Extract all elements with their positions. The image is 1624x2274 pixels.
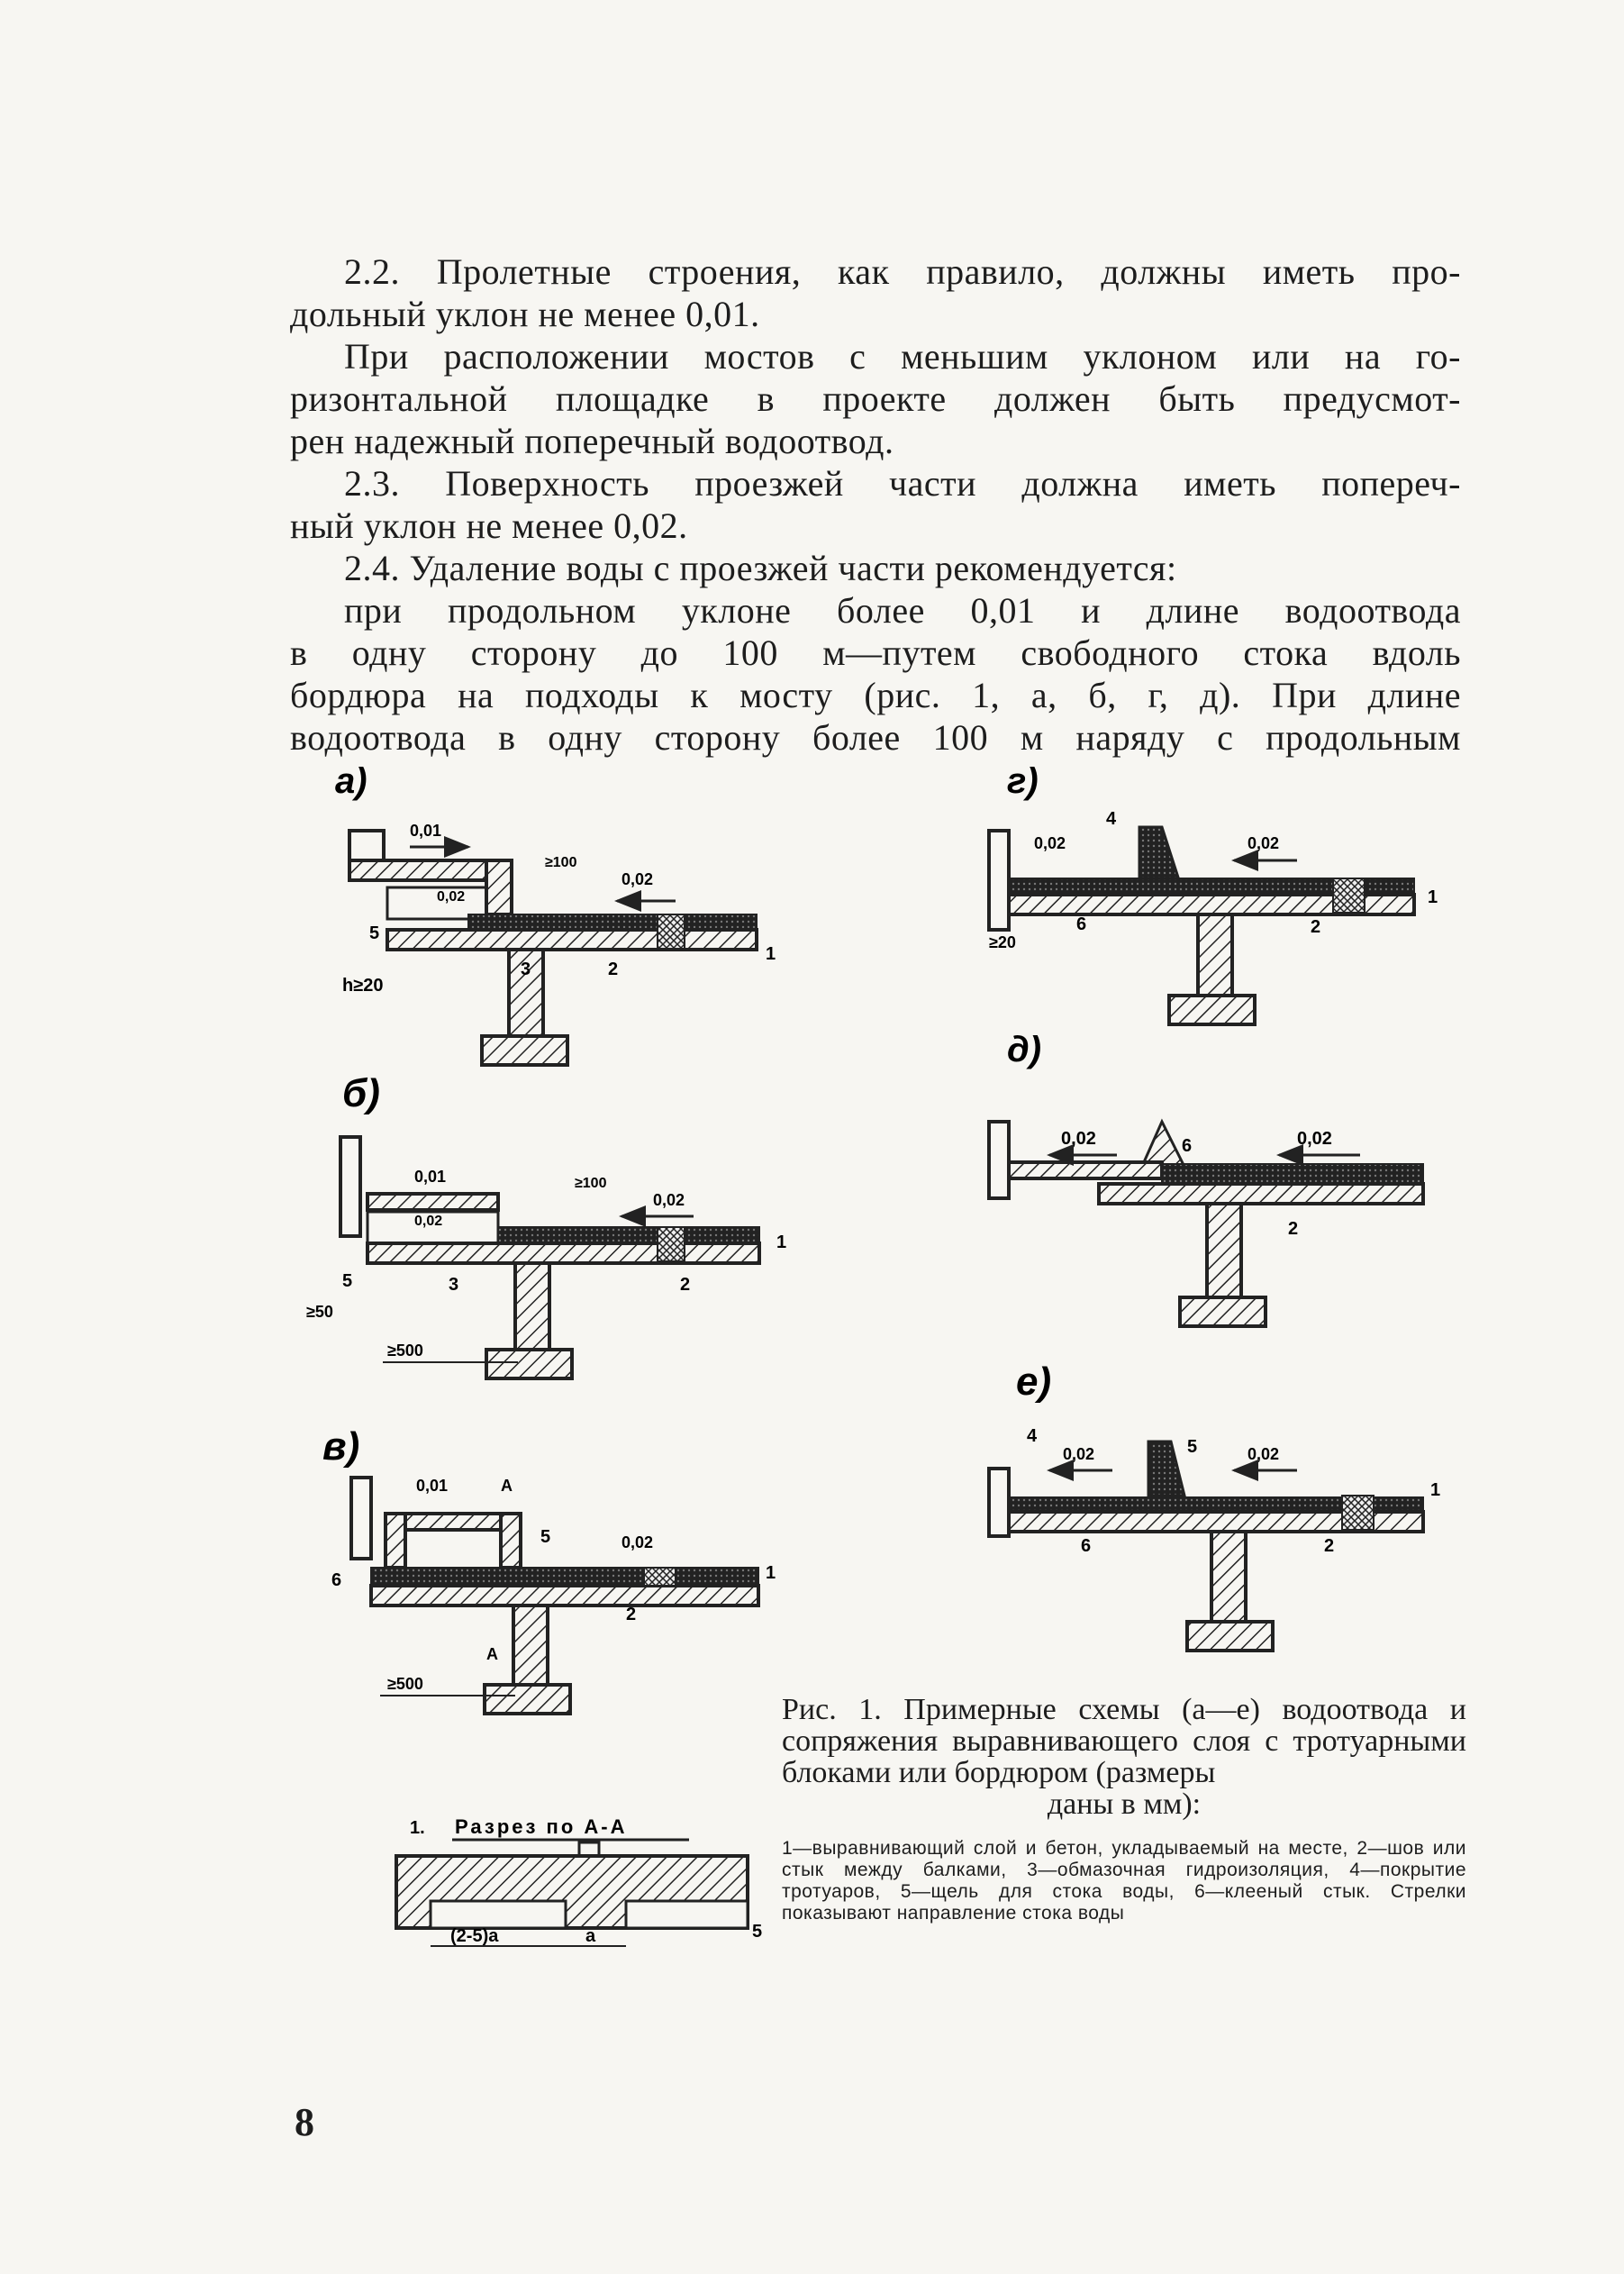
figure-legend: 1—выравнивающий слой и бетон, укладываемый на месте, 2—шов или стык между балками, 3—обмазочная гидроизоляция, 4—покрытие тротуаров, 5—щель для стока воды, 6—клееный стык. Стрелки показывают направление стока воды <box>782 1838 1466 1924</box>
diagram-g <box>989 761 1438 1024</box>
svg-text:≥20: ≥20 <box>989 933 1016 951</box>
svg-text:6: 6 <box>1081 1536 1092 1556</box>
svg-text:≥100: ≥100 <box>575 1176 607 1191</box>
page-number: 8 <box>295 2100 314 2144</box>
svg-text:(2-5)a: (2-5)a <box>450 1926 499 1946</box>
caption-end: даны в мм): <box>1047 1787 1202 1821</box>
svg-text:0,01: 0,01 <box>410 822 442 840</box>
svg-text:1.: 1. <box>410 1818 425 1838</box>
label-a: а) <box>335 761 367 801</box>
svg-text:1: 1 <box>776 1233 787 1252</box>
svg-text:5: 5 <box>752 1922 763 1942</box>
svg-text:a: a <box>585 1926 596 1946</box>
svg-text:0,02: 0,02 <box>621 870 654 888</box>
svg-text:6: 6 <box>1182 1136 1193 1156</box>
svg-text:е): е) <box>1016 1360 1052 1404</box>
text-line: бордюра на подходы к мосту (рис. 1, а, б, г, д). При длине <box>290 675 1461 715</box>
svg-text:4: 4 <box>1106 809 1117 829</box>
svg-text:0,02: 0,02 <box>1034 834 1066 852</box>
svg-text:0,02: 0,02 <box>1297 1129 1332 1149</box>
svg-text:3: 3 <box>521 960 531 979</box>
svg-text:5: 5 <box>540 1527 551 1547</box>
diagram-e <box>989 1360 1440 1651</box>
svg-text:0,02: 0,02 <box>414 1214 443 1229</box>
svg-text:h≥20: h≥20 <box>342 976 384 996</box>
svg-text:0,02: 0,02 <box>1063 1445 1095 1463</box>
svg-text:0,01: 0,01 <box>414 1168 447 1186</box>
svg-text:2: 2 <box>680 1275 691 1295</box>
text-line: при продольном уклоне более 0,01 и длине водоотвода <box>344 590 1461 631</box>
svg-text:2: 2 <box>608 960 619 979</box>
section-title: Разрез по А-А <box>455 1815 628 1838</box>
svg-text:≥500: ≥500 <box>387 1342 423 1360</box>
text-line: рен надежный поперечный водоотвод. <box>290 421 894 461</box>
svg-text:1: 1 <box>766 944 776 964</box>
diagram-v <box>322 1424 776 1714</box>
svg-text:1: 1 <box>1430 1480 1441 1500</box>
text-line: водоотвода в одну сторону более 100 м наряду с продольным <box>290 717 1461 758</box>
svg-text:≥50: ≥50 <box>306 1303 333 1321</box>
svg-text:0,02: 0,02 <box>437 889 466 905</box>
text-line: ный уклон не менее 0,02. <box>290 505 688 546</box>
svg-text:A: A <box>501 1477 513 1495</box>
text-line: 2.2. Пролетные строения, как правило, должны иметь про- <box>344 251 1461 292</box>
svg-text:д): д) <box>1007 1030 1042 1069</box>
svg-text:0,02: 0,02 <box>1247 834 1280 852</box>
text-line: 2.3. Поверхность проезжей части должна иметь попереч- <box>344 463 1461 504</box>
svg-text:A: A <box>486 1645 498 1663</box>
svg-text:≥500: ≥500 <box>387 1675 423 1693</box>
svg-text:1: 1 <box>1428 887 1438 907</box>
svg-text:2: 2 <box>1311 917 1321 937</box>
text-line: ризонтальной площадке в проекте должен быть предусмот- <box>290 378 1461 419</box>
svg-text:0,02: 0,02 <box>1061 1129 1096 1149</box>
svg-text:4: 4 <box>1027 1426 1038 1446</box>
diagram-b <box>306 1071 786 1378</box>
text-line: При расположении мостов с меньшим уклоном или на го- <box>344 336 1461 377</box>
svg-text:б): б) <box>342 1071 380 1115</box>
svg-text:5: 5 <box>342 1271 353 1291</box>
caption-main: Рис. 1. Примерные схемы (а—е) водоотвода и сопряжения выравнивающего слоя с тротуарными блоками или бордюром (размеры <box>782 1693 1466 1789</box>
figure-caption <box>782 1694 1466 1820</box>
svg-text:в): в) <box>322 1424 360 1469</box>
svg-text:≥100: ≥100 <box>545 855 577 870</box>
svg-text:0,01: 0,01 <box>416 1477 449 1495</box>
svg-text:0,02: 0,02 <box>653 1191 685 1209</box>
svg-text:1: 1 <box>766 1563 776 1583</box>
svg-text:0,02: 0,02 <box>1247 1445 1280 1463</box>
svg-text:6: 6 <box>331 1570 342 1590</box>
text-line: в одну сторону до 100 м—путем свободного стока вдоль <box>290 632 1461 673</box>
diagram-a <box>335 761 776 1065</box>
diagram-d <box>989 1030 1423 1326</box>
svg-text:г): г) <box>1007 761 1039 801</box>
svg-text:5: 5 <box>369 923 380 943</box>
svg-text:6: 6 <box>1076 914 1087 934</box>
text-line: 2.4. Удаление воды с проезжей части рекомендуется: <box>344 548 1177 588</box>
svg-text:2: 2 <box>1324 1536 1335 1556</box>
svg-text:2: 2 <box>626 1605 637 1624</box>
text-line: дольный уклон не менее 0,01. <box>290 294 760 334</box>
svg-text:3: 3 <box>449 1275 459 1295</box>
svg-text:5: 5 <box>1187 1437 1198 1457</box>
svg-text:0,02: 0,02 <box>621 1533 654 1551</box>
svg-text:2: 2 <box>1288 1219 1299 1239</box>
section-a-a <box>396 1815 762 1946</box>
